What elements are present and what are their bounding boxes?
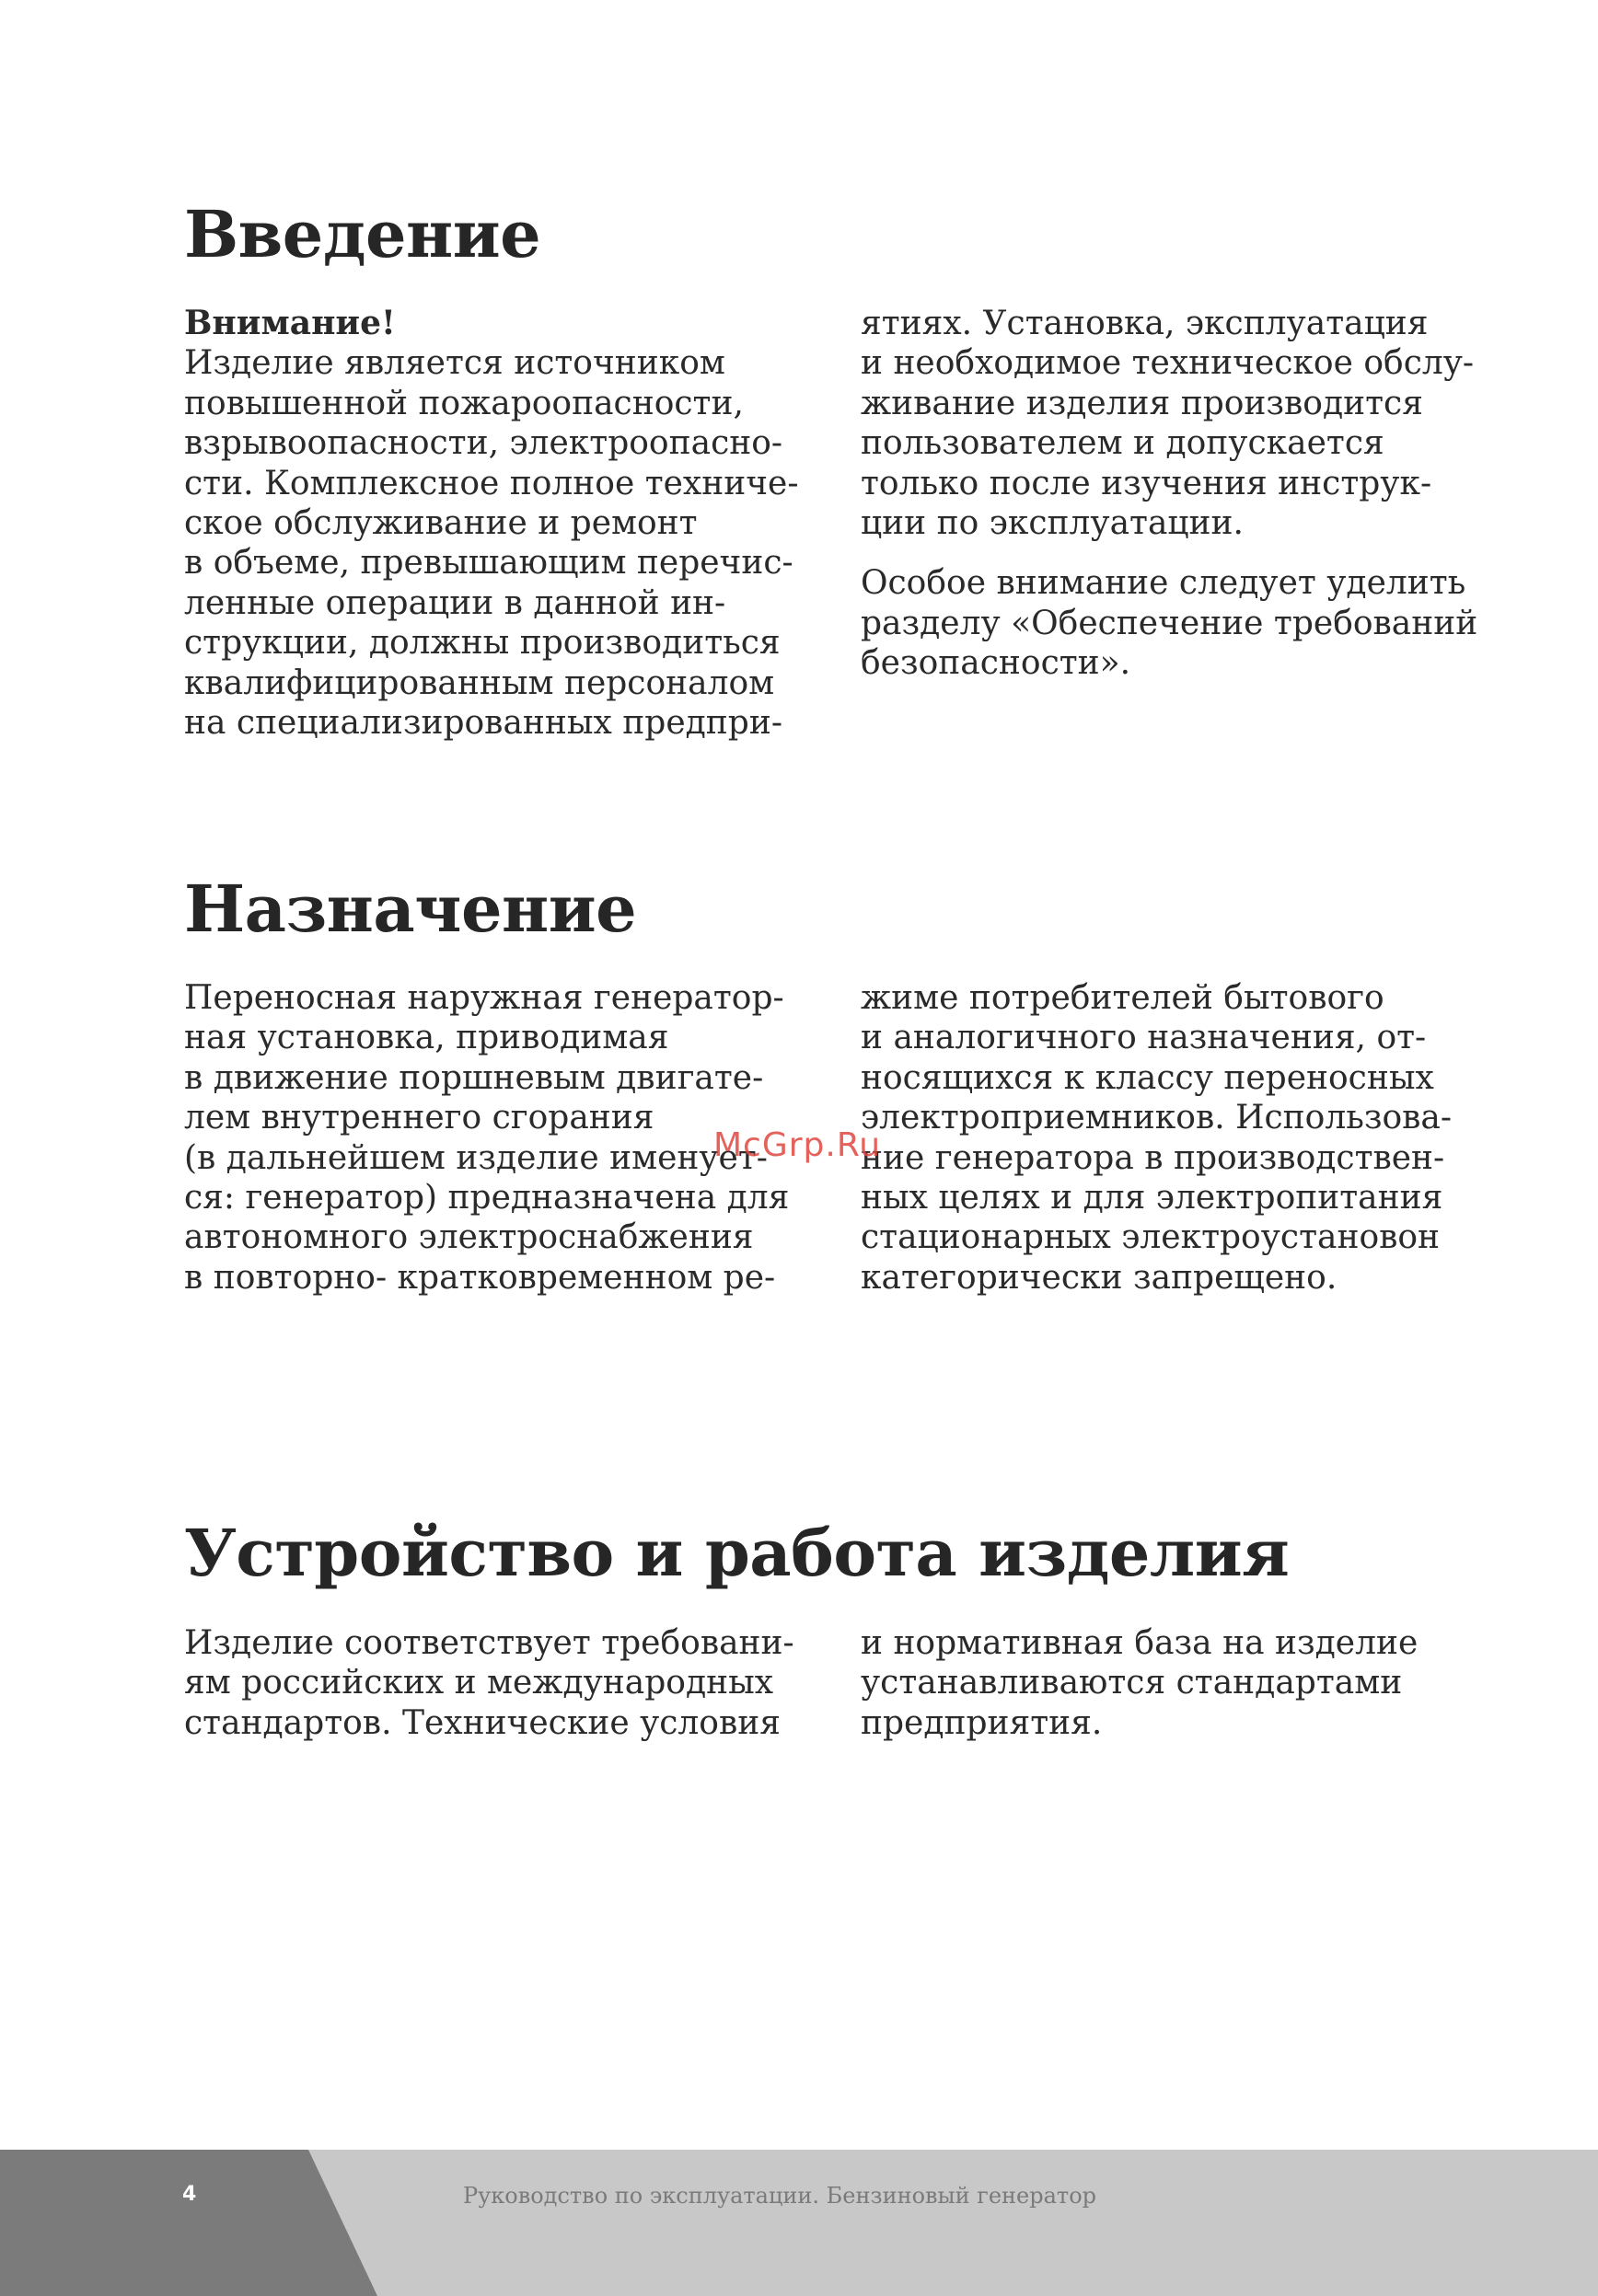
device-left-line: Изделие соответствует требовани- [184,1624,794,1662]
intro-left-line: сти. Комплексное полное техниче- [184,464,799,502]
intro-right-line: живание изделия производится [861,384,1423,422]
intro-left-line: струкции, должны производиться [184,624,781,663]
purpose-left-line: автономного электроснабжения [184,1218,754,1257]
intro-right-column [861,304,1477,684]
section-title-intro: Введение [184,196,541,272]
intro-right-line: безопасности». [861,644,1131,683]
page-footer [0,2150,1598,2296]
device-left-line: ям российских и международных [184,1664,774,1702]
page-number: 4 [182,2183,197,2206]
purpose-right-line: ние генератора в производствен- [861,1138,1445,1177]
intro-left-line: квалифицированным персоналом [184,663,775,702]
purpose-right-line: ных целях и для электропитания [861,1179,1443,1217]
intro-left-line: на специализированных предпри- [184,704,783,743]
footer-document-title: Руководство по эксплуатации. Бензиновый генератор [463,2183,1097,2209]
intro-right-line: только после изучения инструк- [861,464,1432,502]
intro-right-line: ятиях. Установка, эксплуатация [861,305,1429,342]
device-left-column [184,1623,801,1743]
purpose-right-line: носящихся к классу переносных [861,1058,1434,1097]
footer-dark-band [0,2150,377,2296]
purpose-left-column [184,978,801,1298]
purpose-right-column [861,978,1477,1298]
purpose-right-line: стационарных электроустановон [861,1218,1441,1257]
paragraph-gap [861,543,1477,563]
purpose-left-line: (в дальнейшем изделие именует- [184,1138,768,1177]
purpose-left-line: ная установка, приводимая [184,1019,669,1057]
purpose-left-line: в движение поршневым двигате- [184,1058,764,1097]
intro-left-line: в объеме, превышающим перечис- [184,544,793,583]
purpose-left-line: Переносная наружная генератор- [184,979,784,1017]
device-left-line: стандартов. Технические условия [184,1703,781,1742]
purpose-right-line: и аналогичного назначения, от- [861,1019,1427,1057]
device-right-line: предприятия. [861,1703,1103,1742]
purpose-right-line: электроприемников. Использова- [861,1099,1453,1137]
intro-right-line: Особое внимание следует уделить [861,564,1466,603]
section-title-purpose: Назначение [184,871,637,947]
intro-left-line: взрывоопасности, электроопасно- [184,424,783,463]
intro-right-line: пользователем и допускается [861,424,1384,463]
purpose-left-line: в повторно- кратковременном ре- [184,1258,776,1297]
intro-left-line: ское обслуживание и ремонт [184,504,698,543]
intro-left-line: повышенной пожароопасности, [184,384,744,422]
device-right-line: и нормативная база на изделие [861,1624,1419,1662]
intro-left-line: Изделие является источником [184,344,725,383]
intro-left-line: ленные операции в данной ин- [184,583,726,622]
intro-right-line: и необходимое техническое обслу- [861,344,1475,383]
attention-label: Внимание! [184,304,396,342]
purpose-right-line: жиме потребителей бытового [861,979,1384,1017]
intro-right-line: ции по эксплуатации. [861,504,1244,543]
intro-left-column [184,304,801,743]
purpose-left-line: лем внутреннего сгорания [184,1099,654,1137]
section-title-device: Устройство и работа изделия [184,1515,1290,1591]
intro-right-line: разделу «Обеспечение требований [861,604,1478,642]
device-right-column [861,1623,1477,1743]
purpose-left-line: ся: генератор) предназначена для [184,1179,790,1217]
device-right-line: устанавливаются стандартами [861,1664,1403,1702]
watermark-logo: McGrp.Ru [713,1126,882,1164]
purpose-right-line: категорически запрещено. [861,1258,1337,1297]
